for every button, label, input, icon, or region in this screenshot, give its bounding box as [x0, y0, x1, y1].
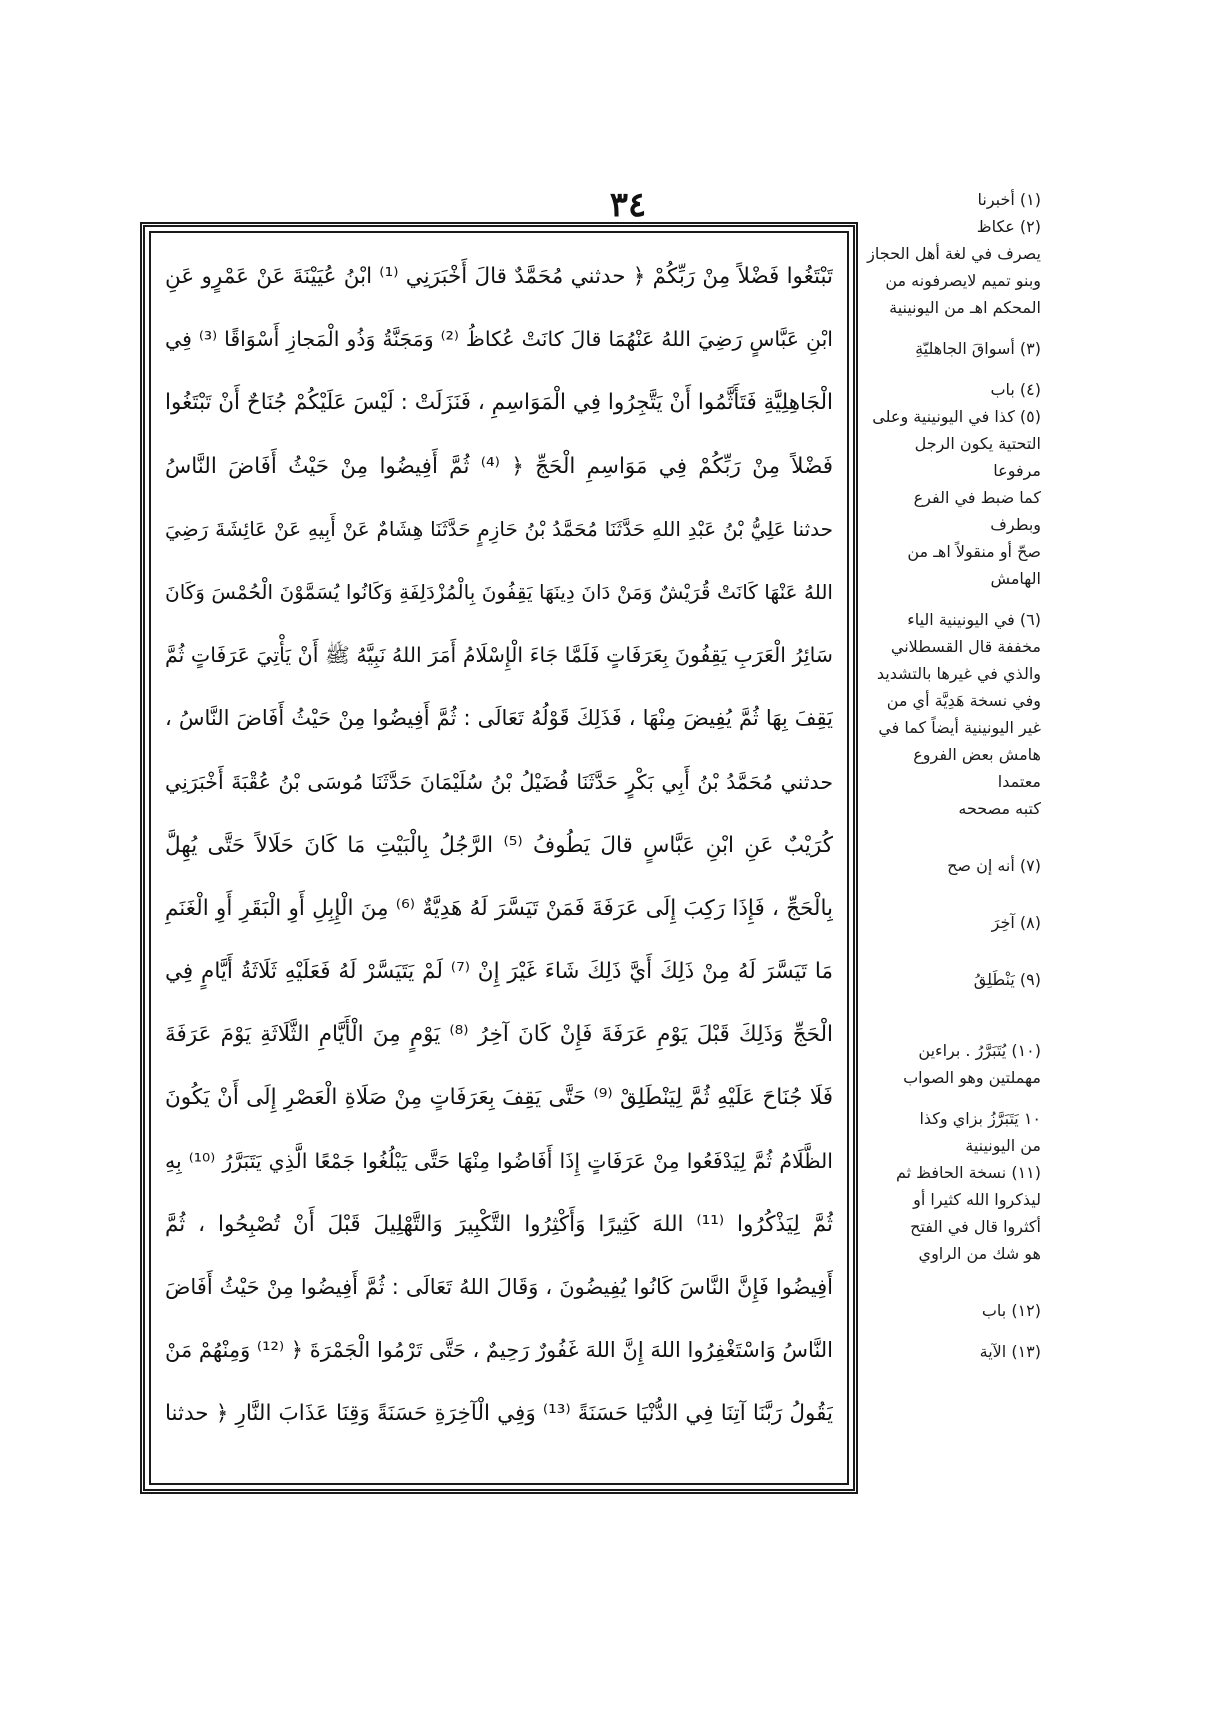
- margin-note: يصرف في لغة أهل الحجاز: [867, 244, 1041, 263]
- margin-note: (٧) أنه إن صح: [947, 856, 1041, 875]
- margin-note: غير اليونينية أيضاً كما في: [878, 718, 1041, 737]
- margin-note: مخففة قال القسطلاني: [890, 637, 1041, 656]
- margin-note: (٦) في اليونينية الياء: [907, 610, 1041, 629]
- margin-note: (١٢) باب: [981, 1301, 1041, 1320]
- text-line: يَقِفَ بِهَا ثُمَّ يُفِيضَ مِنْهَا ، فَذَلِكَ قَوْلُهُ تَعَالَى : ثُمَّ أَفِيضُوا مِنْ حَيْثُ أَفَاضَ النَّاسُ ،: [165, 706, 833, 731]
- margin-note: المحكم اهـ من اليونينية: [889, 298, 1041, 317]
- text-line: الْحَجِّ وَذَلِكَ قَبْلَ يَوْمِ عَرَفَةَ فَإِنْ كَانَ آخِرُ ⁽⁸⁾ يَوْمٍ مِنَ الْأَيَّامِ الثَّلَاثَةِ يَوْمَ عَرَفَةَ: [165, 1022, 833, 1048]
- margin-note: وبنو تميم لايصرفونه من: [885, 271, 1041, 290]
- margin-note: صحّ أو منقولاً اهـ من الهامش: [907, 542, 1041, 588]
- page-number: ٣٤: [609, 185, 647, 225]
- text-line: ثُمَّ لِيَذْكُرُوا ⁽¹¹⁾ اللهَ كَثِيرًا وَأَكْثِرُوا التَّكْبِيرَ وَالتَّهْلِيلَ قَبْلَ أَنْ تُصْبِحُوا ، ثُمَّ: [165, 1211, 833, 1237]
- margin-note: مهملتين وهو الصواب: [903, 1068, 1041, 1087]
- text-line: بِالْحَجِّ ، فَإِذَا رَكِبَ إِلَى عَرَفَةَ فَمَنْ تَيَسَّرَ لَهُ هَدِيَّةٌ ⁽⁶⁾ مِنَ الْإِبِلِ أَوِ الْبَقَرِ أَوِ الْغَنَمِ: [165, 895, 833, 921]
- text-line: سَائِرُ الْعَرَبِ يَقِفُونَ بِعَرَفَاتٍ فَلَمَّا جَاءَ الْإِسْلَامُ أَمَرَ اللهُ نَبِيَّهُ ﷺ أَنْ يَأْتِيَ عَرَفَاتٍ ثُمَّ: [165, 643, 833, 668]
- text-line: فَلَا جُنَاحَ عَلَيْهِ ثُمَّ لِيَنْطَلِقْ ⁽⁹⁾ حَتَّى يَقِفَ بِعَرَفَاتٍ مِنْ صَلَاةِ الْعَصْرِ إِلَى أَنْ يَكُونَ: [165, 1085, 833, 1111]
- text-line: ابْنِ عَبَّاسٍ رَضِيَ اللهُ عَنْهُمَا قالَ كانَتْ عُكاظُ ⁽²⁾ وَمَجَنَّةُ وَذُو الْمَجازِ أَسْوَاقًا ⁽³⁾ فِي: [165, 327, 833, 352]
- margin-note: (٩) يَنْطَلِقُ: [973, 970, 1041, 989]
- text-line: أَفِيضُوا فَإِنَّ النَّاسَ كَانُوا يُفِيضُونَ ، وَقَالَ اللهُ تَعَالَى : ثُمَّ أَفِيضُوا مِنْ حَيْثُ أَفَاضَ: [165, 1275, 833, 1299]
- margin-note: (١٣) الآية: [979, 1342, 1041, 1361]
- text-line: يَقُولُ رَبَّنَا آتِنَا فِي الدُّنْيَا حَسَنَةً ⁽¹³⁾ وَفِي الْآخِرَةِ حَسَنَةً وَقِنَا عَذَابَ النَّارِ ﴿ حدثنا: [165, 1401, 833, 1427]
- text-line: فَضْلاً مِنْ رَبِّكُمْ فِي مَوَاسِمِ الْحَجِّ ﴿ ⁽⁴⁾ ثُمَّ أَفِيضُوا مِنْ حَيْثُ أَفَاضَ النَّاسُ: [165, 453, 833, 479]
- text-line: مَا تَيَسَّرَ لَهُ مِنْ ذَلِكَ أَيَّ ذَلِكَ شَاءَ غَيْرَ إِنْ ⁽⁷⁾ لَمْ يَتَيَسَّرْ لَهُ فَعَلَيْهِ ثَلَاثَةُ أَيَّامٍ فِي: [165, 959, 833, 985]
- main-text-frame: [140, 222, 858, 1494]
- margin-note: من اليونينية: [965, 1136, 1041, 1155]
- margin-note: والذي في غيرها بالتشديد: [876, 664, 1041, 683]
- margin-note: أكثروا قال في الفتح: [910, 1217, 1041, 1236]
- margin-note: (٥) كذا في اليونينية وعلى: [872, 407, 1041, 426]
- margin-note: وفي نسخة هَدِيَّة أي من: [886, 691, 1041, 710]
- margin-note: (١٠) يُتَبَرَّرُ . براءين: [918, 1041, 1041, 1060]
- margin-notes: [866, 186, 1041, 1365]
- text-line: اللهُ عَنْهَا كَانَتْ قُرَيْشٌ وَمَنْ دَانَ دِينَهَا يَقِفُونَ بِالْمُزْدَلِفَةِ وَكَانُوا يُسَمَّوْنَ الْحُمْسَ وَكَانَ: [165, 579, 833, 604]
- text-line: كُرَيْبٌ عَنِ ابْنِ عَبَّاسٍ قالَ يَطُوفُ ⁽⁵⁾ الرَّجُلُ بِالْبَيْتِ مَا كَانَ حَلَالاً حَتَّى يُهِلَّ: [165, 832, 833, 858]
- margin-note: ١٠ يَتَبَرَّزُ بزاي وكذا: [919, 1109, 1041, 1128]
- text-line: النَّاسُ وَاسْتَغْفِرُوا اللهَ إِنَّ اللهَ غَفُورٌ رَحِيمٌ ، حَتَّى تَرْمُوا الْجَمْرَةَ ﴿ ⁽¹²⁾ وَمِنْهُمْ مَنْ: [165, 1338, 833, 1363]
- margin-note: ليذكروا الله كثيرا أو: [913, 1190, 1041, 1209]
- margin-note: (١) أخبرنا: [977, 190, 1041, 209]
- text-line: الظَّلَامُ ثُمَّ لِيَدْفَعُوا مِنْ عَرَفَاتٍ إِذَا أَفَاضُوا مِنْهَا حَتَّى يَبْلُغُوا جَمْعًا الَّذِي يَتَبَرَّرُ ⁽¹⁰⁾ بِهِ: [165, 1148, 833, 1173]
- text-line: تَبْتَغُوا فَضْلاً مِنْ رَبِّكُمْ ﴿ حدثني مُحَمَّدٌ قالَ أَخْبَرَنِي ⁽¹⁾ ابْنُ عُيَيْنَةَ عَنْ عَمْرٍو عَنِ: [165, 264, 833, 289]
- margin-note: هامش بعض الفروع معتمدا: [913, 745, 1041, 791]
- margin-note: (٨) آخِرَ: [991, 913, 1041, 932]
- margin-note: (٢) عكاظ: [976, 217, 1041, 236]
- margin-note: (١١) نسخة الحافظ ثم: [895, 1163, 1041, 1182]
- main-text-block: [165, 245, 833, 1471]
- margin-note: (٣) أسواقَ الجاهليّةِ: [915, 339, 1041, 358]
- margin-note: (٤) باب: [990, 380, 1041, 399]
- text-line: حدثنا عَلِيُّ بْنُ عَبْدِ اللهِ حَدَّثَنَا مُحَمَّدُ بْنُ حَازِمٍ حَدَّثَنَا هِشَامٌ عَنْ أَبِيهِ عَنْ عَائِشَةَ رَضِيَ: [165, 516, 833, 541]
- text-line: الْجَاهِلِيَّةِ فَتَأَثَّمُوا أَنْ يَتَّجِرُوا فِي الْمَوَاسِمِ ، فَنَزَلَتْ : لَيْسَ عَلَيْكُمْ جُنَاحٌ أَنْ تَبْتَغُوا: [165, 390, 833, 416]
- margin-note: كما ضبط في الفرع وبطرف: [913, 488, 1041, 534]
- margin-note: كتبه مصححه: [958, 799, 1041, 818]
- margin-note: التحتية يكون الرجل مرفوعا: [914, 434, 1041, 480]
- margin-note: هو شك من الراوي: [918, 1244, 1041, 1263]
- text-line: حدثني مُحَمَّدُ بْنُ أَبِي بَكْرٍ حَدَّثَنَا فُضَيْلُ بْنُ سُلَيْمَانَ حَدَّثَنَا مُوسَى بْنُ عُقْبَةَ أَخْبَرَنِي: [165, 769, 833, 794]
